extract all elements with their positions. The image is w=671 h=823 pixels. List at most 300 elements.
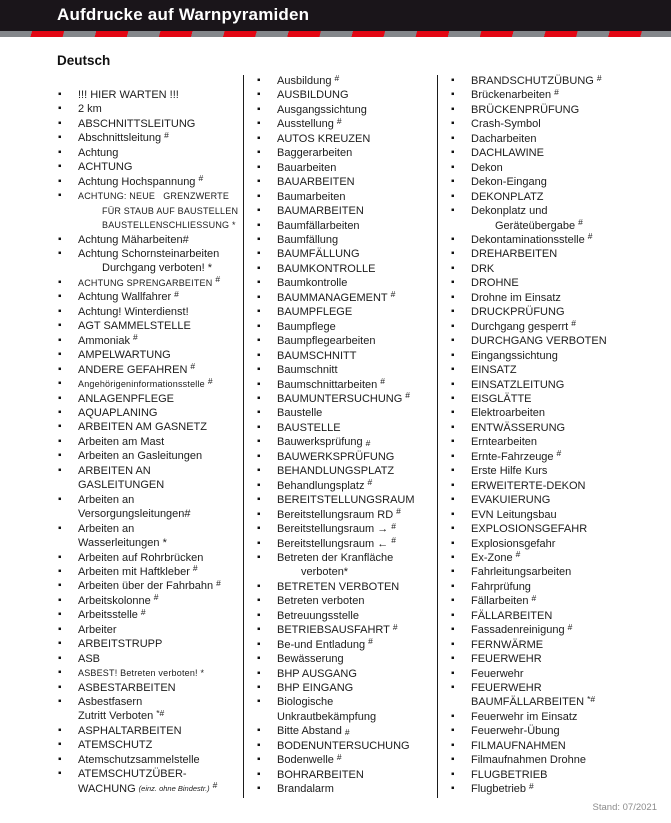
bullet-square-icon xyxy=(58,652,62,666)
item-line xyxy=(256,522,436,536)
bullet-square-icon xyxy=(257,146,261,160)
bullet-square-icon xyxy=(58,160,62,174)
list-item xyxy=(57,637,247,651)
list-item xyxy=(256,146,436,160)
list-item xyxy=(256,190,436,204)
footnote-mark: # xyxy=(531,592,537,603)
item-text: Ausstellung xyxy=(277,118,334,131)
item-line xyxy=(450,667,666,681)
list-item xyxy=(256,782,436,796)
item-line xyxy=(450,623,666,637)
list-item xyxy=(256,363,436,377)
item-line xyxy=(256,262,436,276)
item-line xyxy=(256,464,436,478)
bullet-square-icon xyxy=(58,146,62,160)
item-line xyxy=(256,74,436,88)
list-item xyxy=(450,638,666,652)
bullet-square-icon xyxy=(58,464,62,478)
item-line xyxy=(57,146,247,160)
list-item xyxy=(256,479,436,493)
item-line xyxy=(57,233,247,247)
version-date: Stand: 07/2021 xyxy=(592,802,657,813)
list-item xyxy=(450,724,666,738)
bullet-square-icon xyxy=(257,551,261,565)
item-text: Achtung! Winterdienst! xyxy=(78,305,189,318)
item-text: Bauarbeiten xyxy=(277,161,337,174)
item-line xyxy=(256,305,436,319)
item-line xyxy=(57,623,247,637)
bullet-square-icon xyxy=(58,175,62,189)
list-item xyxy=(256,392,436,406)
bullet-square-icon xyxy=(257,768,261,782)
item-text: Betreuungsstelle xyxy=(277,609,359,622)
list-item xyxy=(256,334,436,348)
list-item xyxy=(57,247,247,276)
footnote-mark: # xyxy=(174,288,179,299)
page-title: Aufdrucke auf Warnpyramiden xyxy=(57,5,310,24)
bullet-square-icon xyxy=(451,724,455,738)
bullet-square-icon xyxy=(257,464,261,478)
list-item xyxy=(450,204,666,233)
item-text: Arbeiter xyxy=(78,623,117,636)
list-item xyxy=(450,508,666,522)
list-item xyxy=(57,695,247,724)
bullet-square-icon xyxy=(58,305,62,319)
item-line xyxy=(57,420,247,434)
bullet-square-icon xyxy=(58,363,62,377)
item-line xyxy=(450,175,666,189)
item-line xyxy=(256,609,436,623)
list-item xyxy=(450,421,666,435)
list-item xyxy=(450,739,666,753)
list-item xyxy=(450,681,666,710)
footnote-mark: # xyxy=(198,173,204,184)
item-line xyxy=(57,738,247,752)
bullet-square-icon xyxy=(451,464,455,478)
list-item xyxy=(256,623,436,637)
item-text: Dacharbeiten xyxy=(471,132,537,145)
list-item xyxy=(57,464,247,493)
list-item xyxy=(450,667,666,681)
item-text: Dekon-Eingang xyxy=(471,176,547,189)
item-text: Brandalarm xyxy=(277,783,334,796)
item-text: Erntearbeiten xyxy=(471,436,538,449)
item-line xyxy=(256,681,436,695)
bullet-square-icon xyxy=(257,334,261,348)
item-text: ANDERE GEFAHREN xyxy=(78,363,188,376)
item-continuation-line xyxy=(57,478,247,492)
item-line xyxy=(450,132,666,146)
list-item xyxy=(450,392,666,406)
list-item xyxy=(450,276,666,290)
warning-stripes-band xyxy=(0,31,671,37)
list-item xyxy=(57,493,247,522)
list-item xyxy=(450,623,666,637)
bullet-square-icon xyxy=(257,204,261,218)
list-item xyxy=(57,377,247,391)
list-item xyxy=(450,378,666,392)
list-item xyxy=(450,247,666,261)
bullet-square-icon xyxy=(451,580,455,594)
list-item xyxy=(57,334,247,348)
item-text: Dekon xyxy=(471,161,503,174)
list-item xyxy=(57,363,247,377)
bullet-square-icon xyxy=(257,782,261,796)
list-item xyxy=(57,594,247,608)
item-line xyxy=(450,652,666,666)
list-item xyxy=(256,406,436,420)
item-line xyxy=(57,102,247,116)
item-text: Explosionsgefahr xyxy=(471,537,556,550)
list-column-2 xyxy=(256,74,436,797)
list-item xyxy=(450,652,666,666)
bullet-square-icon xyxy=(58,493,62,507)
list-item xyxy=(450,88,666,102)
bullet-square-icon xyxy=(451,768,455,782)
list-item xyxy=(57,88,247,102)
list-item xyxy=(450,132,666,146)
list-item xyxy=(450,609,666,623)
list-item xyxy=(57,131,247,145)
list-item xyxy=(256,667,436,681)
item-line xyxy=(450,262,666,276)
list-item xyxy=(256,175,436,189)
bullet-square-icon xyxy=(58,406,62,420)
list-item xyxy=(450,594,666,608)
item-line xyxy=(450,233,666,247)
list-item xyxy=(256,739,436,753)
bullet-square-icon xyxy=(257,580,261,594)
item-text: ENTWÄSSERUNG xyxy=(471,421,566,434)
item-text: Achtung xyxy=(78,146,119,159)
item-text: BAUMARBEITEN xyxy=(277,205,364,218)
bullet-square-icon xyxy=(451,276,455,290)
item-line xyxy=(57,319,247,333)
item-line xyxy=(57,551,247,565)
item-line xyxy=(450,161,666,175)
item-line xyxy=(450,406,666,420)
list-item xyxy=(450,320,666,334)
bullet-square-icon xyxy=(257,117,261,131)
item-line xyxy=(450,565,666,579)
list-item xyxy=(57,290,247,304)
list-item xyxy=(57,435,247,449)
item-text: Flugbetrieb xyxy=(471,783,527,796)
item-text: Brückenarbeiten xyxy=(471,89,552,102)
item-line xyxy=(57,290,247,304)
item-line xyxy=(450,247,666,261)
list-item xyxy=(450,464,666,478)
item-text: EVN Leitungsbau xyxy=(471,508,557,521)
item-line xyxy=(450,537,666,551)
item-text: Eingangssichtung xyxy=(471,349,558,362)
bullet-square-icon xyxy=(257,247,261,261)
item-text: ACHTUNG: NEUE GRENZWERTE xyxy=(78,191,230,202)
bullet-square-icon xyxy=(257,435,261,449)
item-line xyxy=(450,739,666,753)
list-item xyxy=(57,681,247,695)
footnote-mark: # xyxy=(212,780,218,791)
list-item xyxy=(450,450,666,464)
item-text: Atemschutzsammelstelle xyxy=(78,753,200,766)
list-item xyxy=(256,638,436,652)
bullet-square-icon xyxy=(257,103,261,117)
item-line xyxy=(256,349,436,363)
footnote-mark: # xyxy=(567,621,573,632)
item-text: BAUMKONTROLLE xyxy=(277,262,376,275)
item-text: Baumpflege xyxy=(277,320,336,333)
item-text: DURCHGANG VERBOTEN xyxy=(471,335,607,348)
bullet-square-icon xyxy=(58,753,62,767)
list-item xyxy=(57,522,247,551)
list-item xyxy=(57,406,247,420)
item-text: Ammoniak xyxy=(78,334,130,347)
bullet-square-icon xyxy=(451,363,455,377)
item-text: FERNWÄRME xyxy=(471,638,544,651)
footnote-mark: # xyxy=(153,592,159,603)
item-text: Durchgang gesperrt xyxy=(471,320,569,333)
item-line xyxy=(256,537,436,551)
item-line xyxy=(256,753,436,767)
item-text: verboten* xyxy=(301,566,349,579)
item-text: ANLAGENPFLEGE xyxy=(78,392,174,405)
item-text: Ex-Zone xyxy=(471,551,513,564)
list-item xyxy=(57,348,247,362)
item-continuation-line xyxy=(256,710,436,724)
item-text: AQUAPLANING xyxy=(78,406,158,419)
bullet-square-icon xyxy=(58,565,62,579)
item-line xyxy=(256,363,436,377)
item-text: Behandlungsplatz xyxy=(277,479,365,492)
item-text: FEUERWEHR xyxy=(471,682,542,695)
list-item xyxy=(57,623,247,637)
item-text: DRK xyxy=(471,262,495,275)
footnote-mark: # xyxy=(334,72,340,83)
bullet-square-icon xyxy=(257,305,261,319)
item-text: BAUSTELLE xyxy=(277,421,341,434)
item-line xyxy=(57,276,247,290)
item-text: Bauwerksprüfung xyxy=(277,436,363,449)
item-line xyxy=(450,349,666,363)
list-item xyxy=(450,782,666,796)
list-item xyxy=(256,768,436,782)
item-text: BRÜCKENPRÜFUNG xyxy=(471,103,580,116)
item-line xyxy=(57,406,247,420)
bullet-square-icon xyxy=(451,421,455,435)
item-line xyxy=(450,724,666,738)
bullet-square-icon xyxy=(58,623,62,637)
item-text: ARBEITEN AM GASNETZ xyxy=(78,421,207,434)
footnote-mark: # xyxy=(380,376,386,387)
bullet-square-icon xyxy=(451,132,455,146)
item-line xyxy=(450,190,666,204)
item-line xyxy=(450,378,666,392)
list-item xyxy=(57,319,247,333)
list-item xyxy=(450,479,666,493)
item-line xyxy=(256,406,436,420)
item-text: FÜR STAUB AUF BAUSTELLEN xyxy=(102,205,239,216)
list-item xyxy=(450,406,666,420)
item-continuation-line xyxy=(57,782,247,797)
item-text: Achtung Mäharbeiten# xyxy=(78,233,189,246)
bullet-square-icon xyxy=(451,320,455,334)
item-text: FÄLLARBEITEN xyxy=(471,609,553,622)
footnote-mark: # xyxy=(587,231,593,242)
item-line xyxy=(57,695,247,709)
item-line xyxy=(57,724,247,738)
footnote-mark: # xyxy=(390,289,396,300)
bullet-square-icon xyxy=(451,638,455,652)
footnote-mark: # xyxy=(556,448,562,459)
item-line xyxy=(57,522,247,536)
item-line xyxy=(450,320,666,334)
bullet-square-icon xyxy=(451,594,455,608)
item-line xyxy=(450,551,666,565)
list-item xyxy=(256,161,436,175)
item-text: Arbeitskolonne xyxy=(78,594,151,607)
item-line xyxy=(256,247,436,261)
item-text: Baggerarbeiten xyxy=(277,147,353,160)
bullet-square-icon xyxy=(257,349,261,363)
bullet-square-icon xyxy=(58,637,62,651)
item-line xyxy=(450,450,666,464)
list-item xyxy=(450,190,666,204)
item-text: Baumarbeiten xyxy=(277,190,346,203)
title-bar xyxy=(0,0,671,31)
item-text: Durchgang verboten! * xyxy=(102,262,213,275)
item-text: Crash-Symbol xyxy=(471,118,541,131)
item-line xyxy=(450,782,666,796)
item-text: BAUMFÄLLARBEITEN xyxy=(471,696,585,709)
list-item xyxy=(57,767,247,797)
item-text: ABSCHNITTSLEITUNG xyxy=(78,117,196,130)
item-line xyxy=(450,392,666,406)
footnote-mark: # xyxy=(578,217,583,228)
item-line xyxy=(57,117,247,131)
item-text: Elektroarbeiten xyxy=(471,407,545,420)
list-item xyxy=(256,262,436,276)
item-line xyxy=(256,739,436,753)
bullet-square-icon xyxy=(58,102,62,116)
bullet-square-icon xyxy=(451,392,455,406)
bullet-square-icon xyxy=(451,623,455,637)
item-line xyxy=(256,508,436,522)
bullet-square-icon xyxy=(58,319,62,333)
bullet-square-icon xyxy=(257,739,261,753)
item-text: Baumkontrolle xyxy=(277,277,348,290)
list-item xyxy=(450,233,666,247)
list-item xyxy=(256,305,436,319)
item-line xyxy=(450,88,666,102)
item-line xyxy=(57,334,247,348)
bullet-square-icon xyxy=(257,522,261,536)
item-text: FILMAUFNAHMEN xyxy=(471,739,566,752)
item-line xyxy=(57,579,247,593)
list-item xyxy=(450,768,666,782)
item-text: AMPELWARTUNG xyxy=(78,349,171,362)
item-continuation-line xyxy=(57,536,247,550)
list-item xyxy=(256,522,436,536)
bullet-square-icon xyxy=(257,132,261,146)
bullet-square-icon xyxy=(257,219,261,233)
item-text: DRUCKPRÜFUNG xyxy=(471,306,565,319)
item-line xyxy=(256,219,436,233)
list-item xyxy=(57,160,247,174)
item-text: Baumschnitt xyxy=(277,364,338,377)
bullet-square-icon xyxy=(257,233,261,247)
item-line xyxy=(57,652,247,666)
footnote-mark: # xyxy=(216,577,221,588)
item-line xyxy=(57,681,247,695)
item-text: !!! HIER WARTEN !!! xyxy=(78,89,179,101)
bullet-square-icon xyxy=(257,638,261,652)
list-item xyxy=(57,392,247,406)
item-line xyxy=(57,305,247,319)
item-line xyxy=(450,291,666,305)
item-text: ASBEST! Betreten verboten! * xyxy=(78,668,205,679)
item-text: AGT SAMMELSTELLE xyxy=(78,320,191,333)
bullet-square-icon xyxy=(257,320,261,334)
item-line xyxy=(256,320,436,334)
item-line xyxy=(57,493,247,507)
list-item xyxy=(57,146,247,160)
item-text: BODENUNTERSUCHUNG xyxy=(277,739,410,752)
footnote-mark: # xyxy=(132,332,138,343)
bullet-square-icon xyxy=(58,247,62,261)
footnote-mark: # xyxy=(571,318,576,329)
list-column-3 xyxy=(450,74,666,797)
item-text: Arbeiten mit Haftkleber xyxy=(78,565,190,578)
list-item xyxy=(450,363,666,377)
footnote-mark: # xyxy=(554,86,559,97)
bullet-square-icon xyxy=(257,508,261,522)
bullet-square-icon xyxy=(451,782,455,796)
list-item xyxy=(256,551,436,580)
item-text: BAUMMANAGEMENT xyxy=(277,291,388,304)
item-text: Versorgungsleitungen# xyxy=(78,508,191,521)
bullet-square-icon xyxy=(451,435,455,449)
list-item xyxy=(256,493,436,507)
item-line xyxy=(450,522,666,536)
bullet-square-icon xyxy=(58,117,62,131)
item-text: Baumschnittarbeiten xyxy=(277,378,378,391)
bullet-square-icon xyxy=(257,450,261,464)
item-line xyxy=(256,117,436,131)
item-line xyxy=(57,666,247,680)
item-line xyxy=(57,189,247,203)
list-item xyxy=(57,579,247,593)
bullet-square-icon xyxy=(451,667,455,681)
list-item xyxy=(450,103,666,117)
item-text: Asbestfasern xyxy=(78,696,143,709)
bullet-square-icon xyxy=(58,290,62,304)
list-item xyxy=(57,175,247,189)
item-line xyxy=(57,175,247,189)
bullet-square-icon xyxy=(451,609,455,623)
item-text: Unkrautbekämpfung xyxy=(277,710,377,723)
item-text: Fassadenreinigung xyxy=(471,624,565,637)
footnote-mark: # xyxy=(140,606,146,617)
bullet-square-icon xyxy=(451,406,455,420)
bullet-square-icon xyxy=(58,594,62,608)
item-text: BAUWERKSPRÜFUNG xyxy=(277,450,395,463)
list-item xyxy=(256,88,436,102)
item-text: Baumfällarbeiten xyxy=(277,219,360,232)
column-divider-2 xyxy=(437,75,438,798)
bullet-square-icon xyxy=(451,190,455,204)
item-text: Bereitstellungsraum → xyxy=(277,523,389,536)
item-continuation-line xyxy=(57,507,247,521)
